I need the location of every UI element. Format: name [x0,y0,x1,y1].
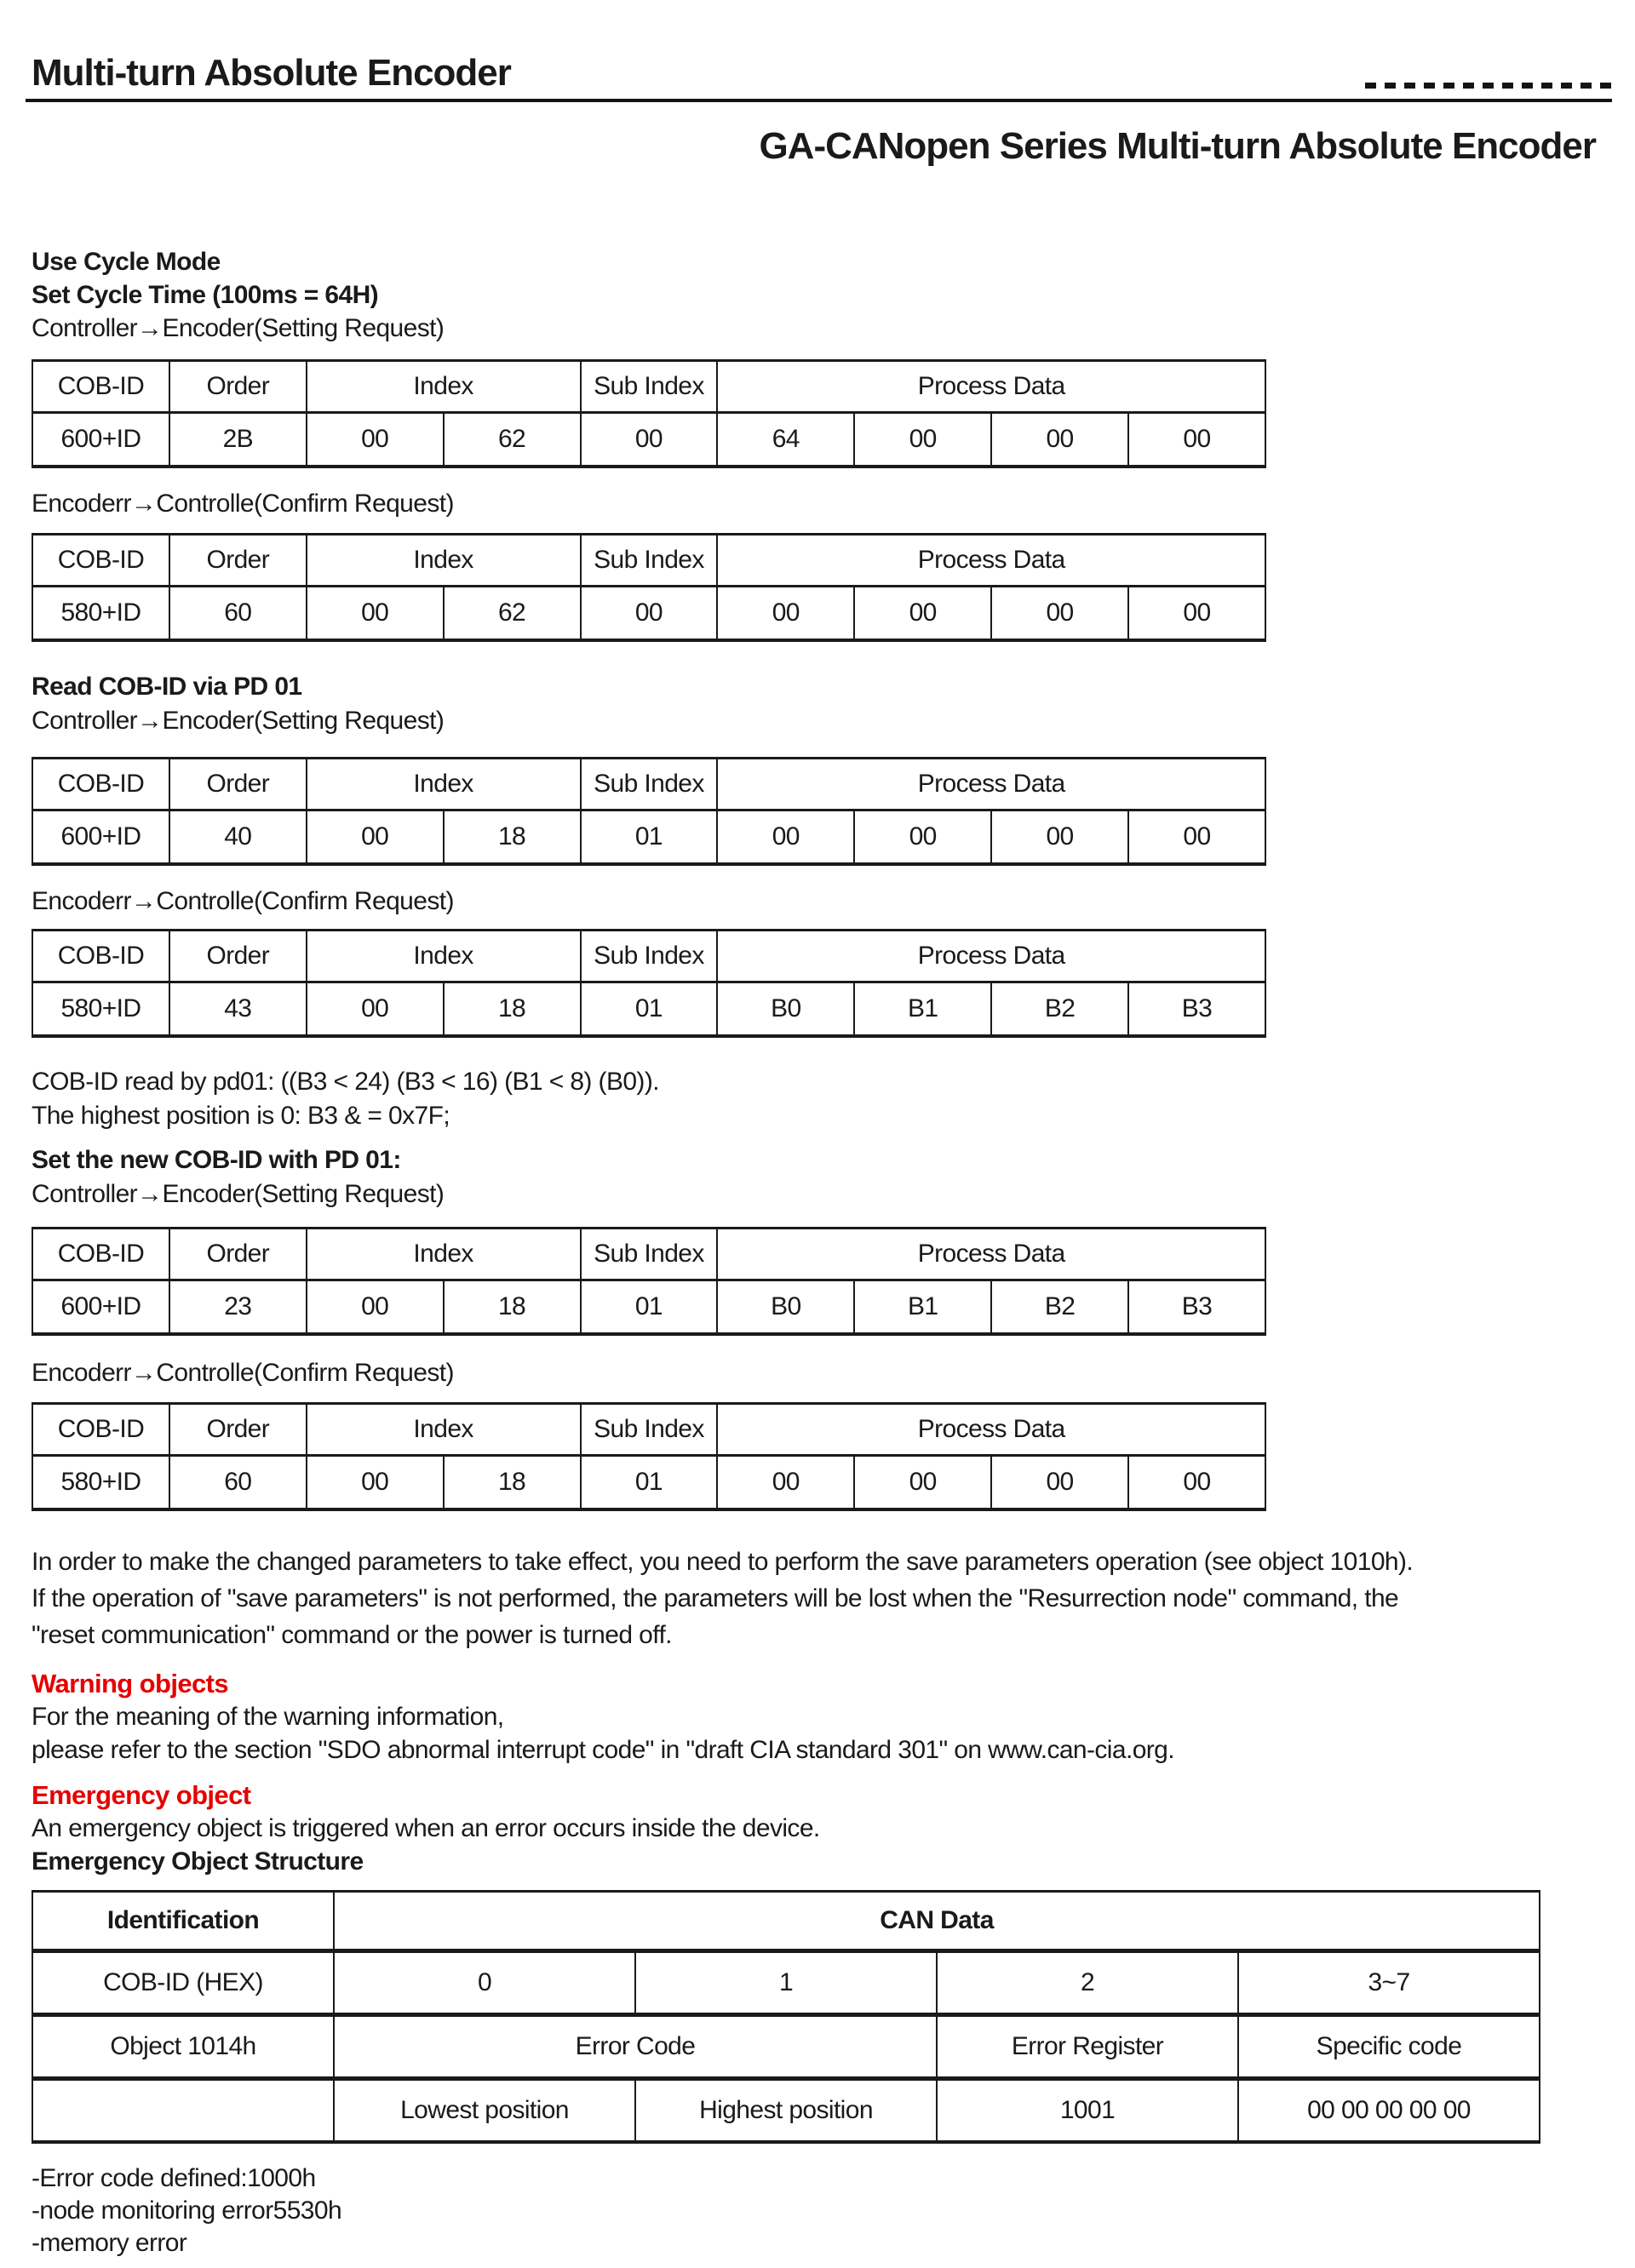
confirm-direction-label: Encoderr→Controlle(Confirm Request) [32,1359,454,1387]
column-header: COB-ID [32,361,169,413]
column-header: Index [307,931,581,982]
confirm-direction-label: Encoderr→Controlle(Confirm Request) [32,887,454,915]
paragraph-line: "reset communication" command or the power is turned off. [32,1621,672,1649]
note-line: The highest position is 0: B3 & = 0x7F; [32,1102,450,1130]
table-cell: 18 [444,810,581,865]
column-header: Order [169,1228,307,1280]
table-header-row [32,361,1265,413]
table-cell: Lowest position [334,2079,635,2143]
table-cell: 00 [854,587,991,641]
section-warning-objects [32,1667,1635,1767]
table-row [32,413,1265,467]
error-code-footnotes [32,2162,1635,2259]
table-cell: B0 [717,1280,854,1335]
warning-line: please refer to the section "SDO abnormal interrupt code" in "draft CIA standard 301" on www.can-cia.org. [32,1736,1174,1764]
column-header: COB-ID [32,931,169,982]
table-cell: 00 [717,587,854,641]
table-header-row [32,931,1265,982]
confirm-direction-label: Encoderr→Controlle(Confirm Request) [32,490,454,518]
section-emergency-object [32,1778,1635,1878]
column-header: COB-ID [32,1228,169,1280]
header [32,48,1612,92]
table-cell: Error Code [334,2015,937,2079]
table-cell: CAN Data [334,1892,1540,1951]
table-row [32,982,1265,1037]
table-cell: 00 [854,1456,991,1510]
sdo-table-cycle-set-confirm [32,533,1266,642]
table-header-row [32,535,1265,587]
section-heading: Set the new COB-ID with PD 01: [32,1146,401,1174]
table-cell: 18 [444,982,581,1037]
table-cell: 580+ID [32,1456,169,1510]
table-cell: 580+ID [32,587,169,641]
table-cell: 00 [1128,587,1265,641]
column-header: COB-ID [32,759,169,810]
table-row [32,2015,1540,2079]
table-cell: 600+ID [32,1280,169,1335]
table-cell: 18 [444,1280,581,1335]
table-cell: 00 [307,982,444,1037]
table-cell: 3~7 [1238,1951,1540,2015]
table-row [32,587,1265,641]
column-header: Process Data [717,931,1265,982]
table-cell: 00 [991,1456,1128,1510]
footnote-line: -node monitoring error5530h [32,2196,342,2225]
table-cell: B3 [1128,1280,1265,1335]
sdo-table-set-cobid-confirm [32,1402,1266,1511]
note-line: COB-ID read by pd01: ((B3 < 24) (B3 < 16) (B1 < 8) (B0)). [32,1068,659,1096]
table-cell: 00 [1128,1456,1265,1510]
table-cell: 580+ID [32,982,169,1037]
table-row [32,1456,1265,1510]
table-cell: 1 [635,1951,937,2015]
clipped-logo-text-fragment [1365,83,1612,89]
section-heading: Read COB-ID via PD 01 [32,673,302,701]
table-cell: 00 [1128,413,1265,467]
table-cell: B3 [1128,982,1265,1037]
save-parameters-paragraph [32,1544,1635,1653]
column-header: Order [169,931,307,982]
sdo-table-read-cobid-confirm [32,929,1266,1038]
paragraph-line: If the operation of "save parameters" is not performed, the parameters will be lost when the "Resurrection node" command, the [32,1584,1399,1612]
column-header: Order [169,361,307,413]
table-cell: 62 [444,587,581,641]
table-cell: 600+ID [32,810,169,865]
table-cell: 00 [717,1456,854,1510]
table-cell: 0 [334,1951,635,2015]
emergency-structure-heading: Emergency Object Structure [32,1847,364,1876]
table-cell: 00 [581,413,718,467]
column-header: Sub Index [581,759,718,810]
emergency-object-table [32,1890,1540,2144]
table-cell: 40 [169,810,307,865]
column-header: Index [307,759,581,810]
page-title: Multi-turn Absolute Encoder [32,52,511,94]
sdo-table-set-cobid-request [32,1227,1266,1336]
column-header: Sub Index [581,1404,718,1456]
table-cell: 00 [1128,810,1265,865]
column-header: Process Data [717,361,1265,413]
column-header: Index [307,535,581,587]
column-header: Order [169,759,307,810]
table-cell: 60 [169,587,307,641]
table-cell: 00 [991,810,1128,865]
table-cell: 00 [307,587,444,641]
column-header: Index [307,361,581,413]
table-cell: 00 [307,810,444,865]
table-cell: 43 [169,982,307,1037]
column-header: Sub Index [581,1228,718,1280]
request-direction-label: Controller→Encoder(Setting Request) [32,1180,445,1208]
column-header: Sub Index [581,931,718,982]
table-cell: 1001 [937,2079,1238,2143]
table-cell: B2 [991,982,1128,1037]
table-cell: 01 [581,1456,718,1510]
table-row [32,810,1265,865]
table-cell: 00 00 00 00 00 [1238,2079,1540,2143]
table-row [32,1951,1540,2015]
footnote-line: -Error code defined:1000h [32,2164,316,2192]
warning-line: For the meaning of the warning information, [32,1703,504,1731]
table-cell: B2 [991,1280,1128,1335]
table-cell: 00 [991,587,1128,641]
table-cell: Identification [32,1892,334,1951]
request-direction-label: Controller→Encoder(Setting Request) [32,314,445,342]
emergency-intro-line: An emergency object is triggered when an error occurs inside the device. [32,1814,820,1842]
table-cell: Error Register [937,2015,1238,2079]
column-header: COB-ID [32,535,169,587]
column-header: Order [169,1404,307,1456]
column-header: Process Data [717,1228,1265,1280]
table-cell: B0 [717,982,854,1037]
table-cell: 62 [444,413,581,467]
table-row [32,2079,1540,2143]
section-use-cycle-mode [32,245,1635,345]
table-cell: 00 [717,810,854,865]
table-cell: 00 [854,413,991,467]
table-cell [32,2079,334,2143]
paragraph-line: In order to make the changed parameters to take effect, you need to perform the save parameters operation (see object 1010h). [32,1548,1414,1576]
page-subtitle: GA-CANopen Series Multi-turn Absolute Encoder [759,125,1596,167]
table-cell: 00 [854,810,991,865]
table-cell: 01 [581,810,718,865]
table-cell: 01 [581,982,718,1037]
table-cell: Highest position [635,2079,937,2143]
cobid-note [32,1065,1635,1133]
request-direction-label: Controller→Encoder(Setting Request) [32,707,445,735]
footnote-line: -memory error [32,2229,187,2257]
table-cell: 00 [307,1456,444,1510]
table-cell: 00 [307,1280,444,1335]
table-cell: 01 [581,1280,718,1335]
column-header: Process Data [717,759,1265,810]
emergency-object-heading: Emergency object [32,1780,251,1810]
table-header-row [32,1228,1265,1280]
sdo-table-cycle-set-request [32,359,1266,468]
table-row [32,1280,1265,1335]
section-set-cobid [32,1143,1635,1211]
table-header-row [32,759,1265,810]
table-cell: 18 [444,1456,581,1510]
table-cell: 00 [991,413,1128,467]
section-heading: Use Cycle Mode [32,248,221,276]
column-header: Index [307,1404,581,1456]
table-cell: Specific code [1238,2015,1540,2079]
section-read-cobid [32,670,1635,738]
header-divider [26,99,1612,102]
table-cell: 2 [937,1951,1238,2015]
table-cell: B1 [854,1280,991,1335]
table-cell: Object 1014h [32,2015,334,2079]
table-cell: 600+ID [32,413,169,467]
table-cell: COB-ID (HEX) [32,1951,334,2015]
column-header: Sub Index [581,535,718,587]
column-header: Sub Index [581,361,718,413]
column-header: Order [169,535,307,587]
column-header: Process Data [717,535,1265,587]
table-cell: 60 [169,1456,307,1510]
column-header: Index [307,1228,581,1280]
table-cell: B1 [854,982,991,1037]
table-cell: 00 [581,587,718,641]
table-cell: 00 [307,413,444,467]
section-subheading: Set Cycle Time (100ms = 64H) [32,281,379,309]
column-header: Process Data [717,1404,1265,1456]
table-cell: 23 [169,1280,307,1335]
column-header: COB-ID [32,1404,169,1456]
table-cell: 64 [717,413,854,467]
table-row [32,1892,1540,1951]
sdo-table-read-cobid-request [32,757,1266,866]
warning-objects-heading: Warning objects [32,1669,228,1698]
table-header-row [32,1404,1265,1456]
table-cell: 2B [169,413,307,467]
